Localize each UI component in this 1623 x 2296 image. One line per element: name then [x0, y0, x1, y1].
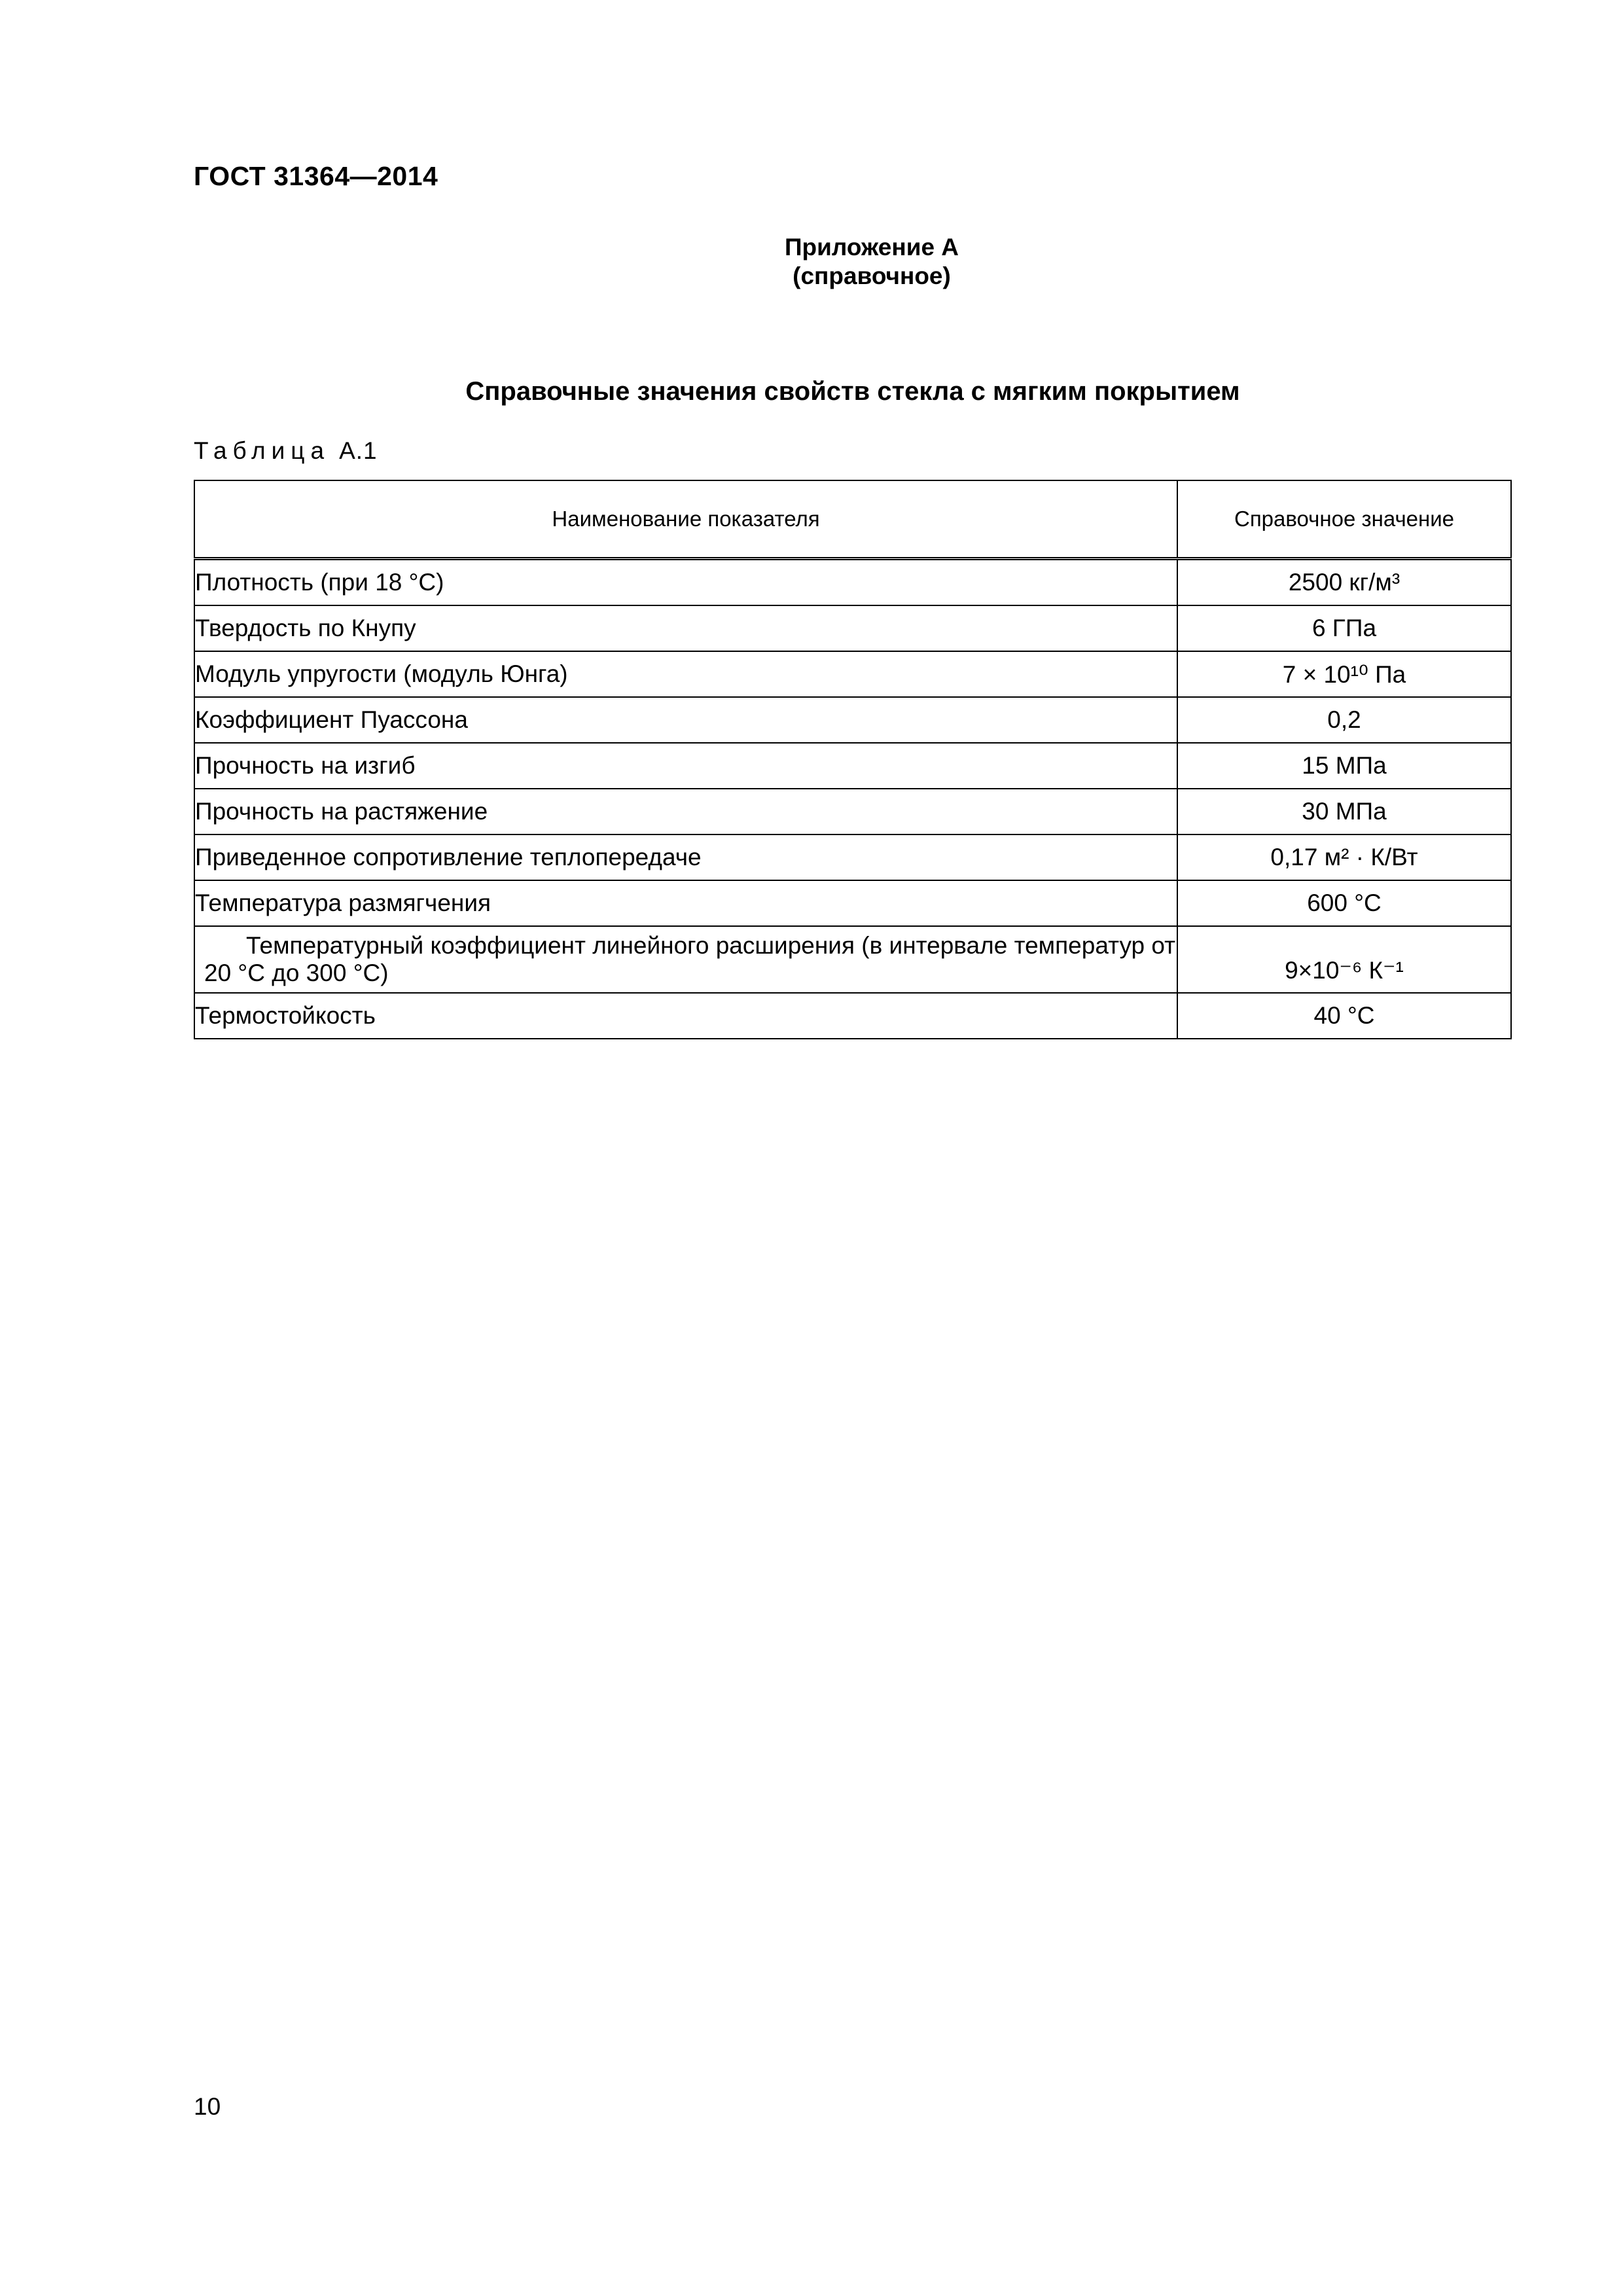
table-row — [194, 559, 1511, 606]
property-name: Прочность на изгиб — [194, 743, 1177, 789]
table-row — [194, 789, 1511, 834]
table-header-row — [194, 480, 1511, 559]
property-name: Температура размягчения — [194, 880, 1177, 926]
table-row — [194, 743, 1511, 789]
property-name: Термостойкость — [194, 993, 1177, 1039]
property-name: Модуль упругости (модуль Юнга) — [194, 651, 1177, 697]
property-name: Коэффициент Пуассона — [194, 697, 1177, 743]
property-value: 0,17 м² · К/Вт — [1177, 834, 1511, 880]
table-row — [194, 926, 1511, 993]
property-value: 6 ГПа — [1177, 605, 1511, 651]
property-name: Плотность (при 18 °С) — [194, 559, 1177, 606]
appendix-heading — [194, 233, 1497, 291]
property-value: 30 МПа — [1177, 789, 1511, 834]
property-value: 2500 кг/м³ — [1177, 559, 1511, 606]
table-row — [194, 834, 1511, 880]
property-name: Температурный коэффициент линейного расширения (в интервале температур от 20 °С до 300 °С) — [194, 926, 1177, 993]
table-caption — [194, 437, 378, 465]
property-name: Прочность на растяжение — [194, 789, 1177, 834]
properties-table — [194, 480, 1512, 1039]
document-code: ГОСТ 31364—2014 — [194, 161, 438, 191]
column-header-name: Наименование показателя — [194, 480, 1177, 559]
section-title: Справочные значения свойств стекла с мягким покрытием — [465, 377, 1240, 406]
table-row — [194, 993, 1511, 1039]
table-row — [194, 880, 1511, 926]
property-value: 9×10⁻⁶ К⁻¹ — [1177, 926, 1511, 993]
appendix-subtitle: (справочное) — [793, 262, 951, 289]
table-caption-label: Таблица — [194, 437, 330, 464]
property-value: 15 МПа — [1177, 743, 1511, 789]
property-name: Твердость по Кнупу — [194, 605, 1177, 651]
page-number: 10 — [194, 2093, 221, 2120]
appendix-title: Приложение А — [784, 234, 959, 260]
table-caption-number: А.1 — [339, 437, 378, 464]
table-row — [194, 697, 1511, 743]
property-value: 0,2 — [1177, 697, 1511, 743]
property-value: 7 × 10¹⁰ Па — [1177, 651, 1511, 697]
property-name: Приведенное сопротивление теплопередаче — [194, 834, 1177, 880]
property-value: 600 °С — [1177, 880, 1511, 926]
table-row — [194, 651, 1511, 697]
table-row — [194, 605, 1511, 651]
property-value: 40 °С — [1177, 993, 1511, 1039]
column-header-value: Справочное значение — [1177, 480, 1511, 559]
